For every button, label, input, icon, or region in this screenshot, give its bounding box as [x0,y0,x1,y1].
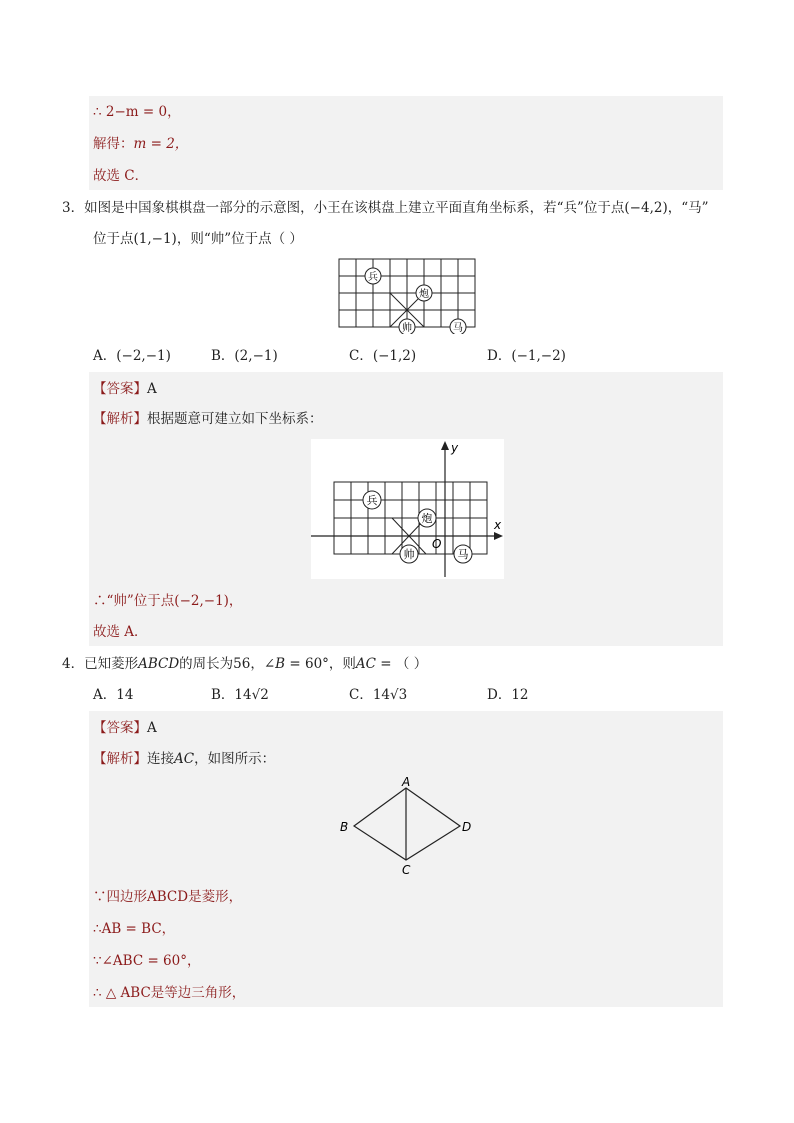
coordinate-board-figure [311,439,504,579]
svg-text:炮: 炮 [419,289,429,300]
solution-line: ∴AB = BC， [93,921,176,937]
piece-bing [365,268,381,284]
board-grid [339,259,475,327]
option-b: B．14√2 [211,687,269,703]
x-axis-label: x [494,518,502,532]
svg-text:马: 马 [457,548,469,561]
option-d: D．12 [487,687,529,703]
rhombus-figure [336,774,480,880]
svg-text:炮: 炮 [421,512,433,525]
piece-pao [418,509,436,527]
question-4-text: 4．已知菱形ABCD的周长为56，∠B = 60°，则AC = （ ） [62,656,428,672]
answer-line: 【答案】A [93,720,157,736]
piece-shuai [400,545,418,563]
vertex-c-label: C [402,863,411,877]
svg-text:兵: 兵 [366,494,378,507]
analysis-line: 【解析】根据题意可建立如下坐标系： [93,411,323,427]
analysis-line: 【解析】连接AC，如图所示： [93,751,276,767]
solution-line: ∵∠ABC = 60°， [93,953,201,969]
svg-text:帅: 帅 [402,323,412,334]
board-grid [334,482,487,554]
option-d: D．(−1,−2) [487,348,566,364]
vertex-d-label: D [462,820,472,834]
question-3-text: 3．如图是中国象棋棋盘一部分的示意图，小王在该棋盘上建立平面直角坐标系，若“兵”位于点(−4,2)，“马” [62,200,709,216]
y-axis-arrow [441,441,449,450]
option-a: A．(−2,−1) [93,348,171,364]
conclusion-line: ∴“帅”位于点(−2,−1)， [93,593,243,609]
answer-line: 【答案】A [93,381,157,397]
vertex-b-label: B [340,820,349,834]
solution-line: ∴ 2−m = 0， [93,104,181,120]
solution-line: 故选 C． [93,168,149,184]
piece-shuai [399,319,415,334]
piece-ma [454,545,472,563]
option-b: B．(2,−1) [211,348,278,364]
vertex-a-label: A [402,775,411,789]
option-c: C．(−1,2) [349,348,417,364]
solution-line: ∴ △ ABC是等边三角形， [93,985,246,1001]
option-a: A．14 [93,687,134,703]
origin-label: O [432,537,442,551]
chessboard-figure [336,256,478,334]
svg-text:帅: 帅 [403,548,415,561]
piece-pao [416,285,432,301]
option-c: C．14√3 [349,687,408,703]
piece-ma [450,319,466,334]
svg-text:兵: 兵 [368,272,378,283]
choose-line: 故选 A． [93,624,148,640]
solution-line: ∵四边形ABCD是菱形， [93,889,243,905]
piece-bing [363,491,381,509]
y-axis-label: y [451,441,459,455]
rhombus-lines [354,788,460,860]
svg-text:马: 马 [453,323,463,334]
question-3-text-cont: 位于点(1,−1)，则“帅”位于点（ ） [93,231,303,247]
x-axis-arrow [494,532,503,540]
solution-line: 解得：m = 2， [93,136,189,152]
